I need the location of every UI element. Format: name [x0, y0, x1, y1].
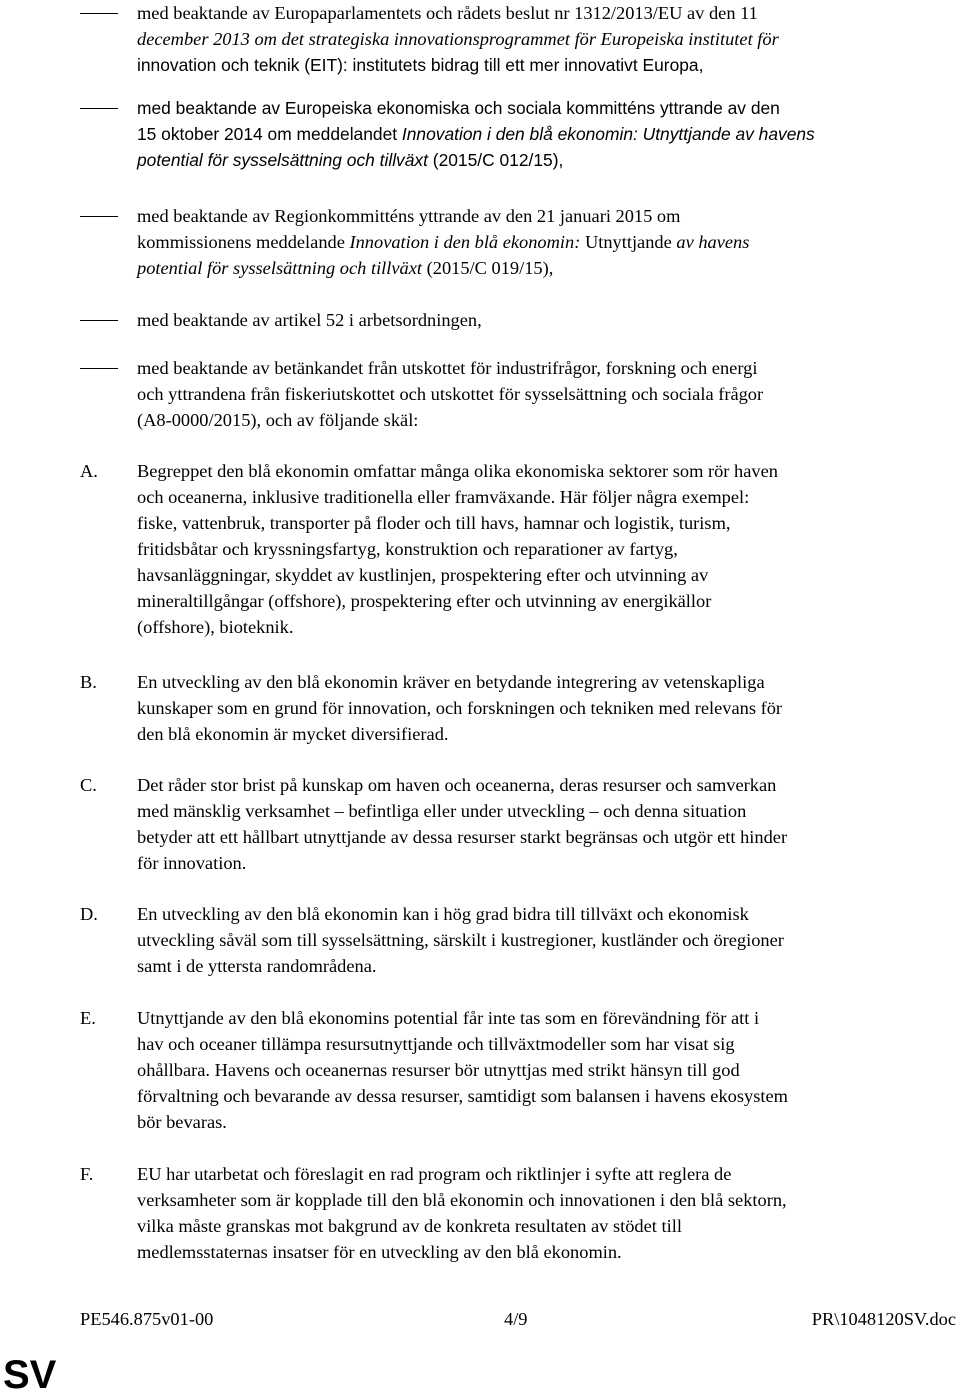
- citation-text: med beaktande av artikel 52 i arbetsordningen,: [137, 310, 482, 330]
- recital-letter: F.: [80, 1164, 94, 1184]
- recital-text: Utnyttjande av den blå ekonomins potential får inte tas som en förevändning för att i hav och oceaner tillämpa resursutnyttjande och tillväxtmodeller som har visat sig ohållbara. Havens och oceanernas resurser bör utnyttjas med strikt hänsyn till god förvaltning och bevarande av dessa resurser, samtidigt som balansen i havens ekosystem bör bevaras.: [137, 1008, 788, 1132]
- citation-text: med beaktande av Europaparlamentets och rådets beslut nr 1312/2013/EU av den 11 december 2013 om det strategiska innovationsprogrammet för Europeiska institutet för innovation och teknik (EIT): institutets bidrag till ett mer innovativt Europa,: [137, 3, 779, 75]
- citation-text: med beaktande av Regionkommitténs yttrande av den 21 januari 2015 om kommissionens meddelande Innovation i den blå ekonomin: Utnyttjande av havens potential för sysselsättning och tillväxt (2015/C 019/15),: [137, 206, 750, 278]
- recital-d: [80, 901, 960, 979]
- language-code: SV: [3, 1353, 57, 1397]
- page-number: 4/9: [504, 1309, 528, 1329]
- citation-text: med beaktande av Europeiska ekonomiska och sociala kommitténs yttrande av den 15 oktober 2014 om meddelandet Innovation i den blå ekonomin: Utnyttjande av havens potential för sysselsättning och tillväxt (2015/C 012/15),: [137, 98, 815, 170]
- citation-text: med beaktande av betänkandet från utskottet för industrifrågor, forskning och energi och yttrandena från fiskeriutskottet och utskottet för sysselsättning och sociala frågor (A8-0000/2015), och av följande skäl:: [137, 358, 764, 430]
- page-footer: [0, 1306, 960, 1332]
- citation-item: [80, 307, 960, 333]
- recital-c: [80, 772, 960, 876]
- document-reference: PE546.875v01-00: [80, 1309, 214, 1329]
- recital-f: [80, 1161, 960, 1265]
- dash-bullet: [80, 108, 118, 109]
- dash-bullet: [80, 368, 118, 369]
- recital-letter: E.: [80, 1008, 96, 1028]
- recital-text: En utveckling av den blå ekonomin kräver en betydande integrering av vetenskapliga kunskaper som en grund för innovation, och forskningen och tekniken med relevans för den blå ekonomin är mycket diversifierad.: [137, 672, 783, 744]
- recital-text: EU har utarbetat och föreslagit en rad program och riktlinjer i syfte att reglera de verksamheter som är kopplade till den blå ekonomin och innovationen i den blå sektorn, vilka måste granskas mot bakgrund av de konkreta resultaten av stödet till medlemsstaternas insatser för en utveckling av den blå ekonomin.: [137, 1164, 787, 1262]
- recital-letter: C.: [80, 775, 97, 795]
- citation-item: [80, 95, 960, 173]
- dash-bullet: [80, 13, 118, 14]
- recital-text: Det råder stor brist på kunskap om haven och oceanerna, deras resurser och samverkan med mänsklig verksamhet – befintliga eller under utveckling – och denna situation betyder att ett hållbart utnyttjande av dessa resurser starkt begränsas och utgör ett hinder för innovation.: [137, 775, 788, 873]
- recital-b: [80, 669, 960, 747]
- dash-bullet: [80, 320, 118, 321]
- recital-a: [80, 458, 960, 640]
- recital-text: Begreppet den blå ekonomin omfattar många olika ekonomiska sektorer som rör haven och oceanerna, inklusive traditionella eller framväxande. Här följer några exempel: fiske, vattenbruk, transporter på floder och till havs, hamnar och logistik, turism, fritidsbåtar och kryssningsfartyg, konstruktion och reparationer av fartyg, havsanläggningar, skyddet av kustlinjen, prospektering efter och utvinning av mineraltillgångar (offshore), prospektering efter och utvinning av energikällor (offshore), bioteknik.: [137, 461, 778, 637]
- citation-item: [80, 355, 960, 433]
- dash-bullet: [80, 216, 118, 217]
- citation-item: [80, 0, 960, 78]
- recital-letter: D.: [80, 904, 98, 924]
- recital-letter: A.: [80, 461, 98, 481]
- recital-letter: B.: [80, 672, 97, 692]
- recital-text: En utveckling av den blå ekonomin kan i hög grad bidra till tillväxt och ekonomisk utveckling såväl som till sysselsättning, särskilt i kustregioner, kustländer och öregioner samt i de yttersta randområdena.: [137, 904, 784, 976]
- recital-e: [80, 1005, 960, 1135]
- citation-item: [80, 203, 960, 281]
- document-filename: PR\1048120SV.doc: [811, 1309, 956, 1329]
